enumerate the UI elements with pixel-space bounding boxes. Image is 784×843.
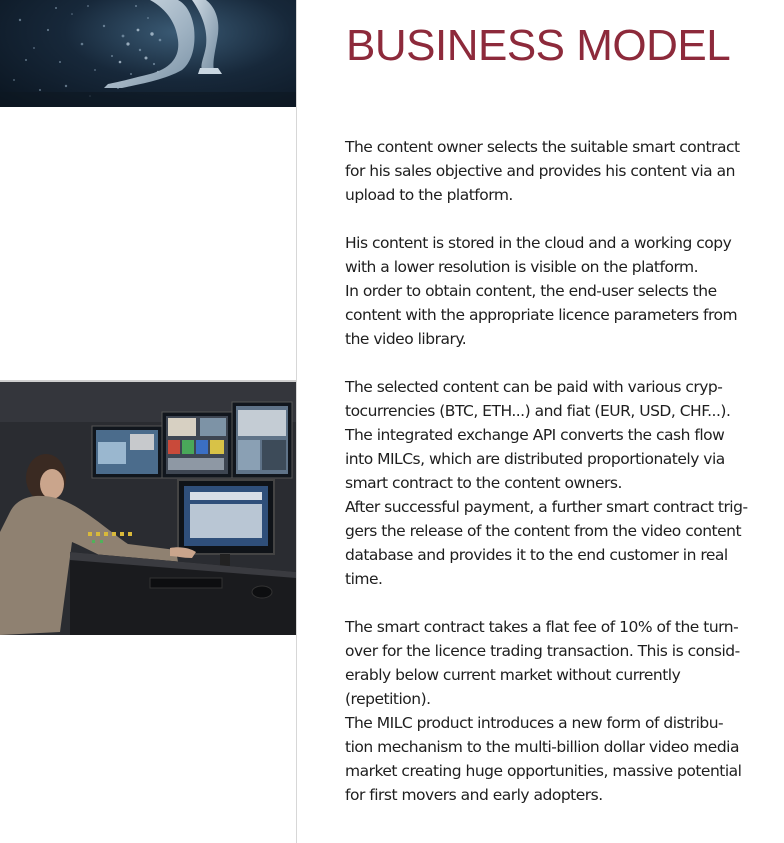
text-line: for his sales objective and provides his content via an <box>345 162 735 180</box>
text-line: gers the release of the content from the video content <box>345 522 742 540</box>
text-line: The integrated exchange API converts the cash flow <box>345 426 725 444</box>
text-line: The smart contract takes a flat fee of 10% of the turn- <box>345 618 739 636</box>
page-title: BUSINESS MODEL <box>346 21 731 70</box>
text-line: After successful payment, a further smart contract trig- <box>345 498 748 516</box>
text-line: smart contract to the content owners. <box>345 474 622 492</box>
text-line: In order to obtain content, the end-user selects the <box>345 282 717 300</box>
text-line: upload to the platform. <box>345 186 513 204</box>
runner-particles-image <box>0 0 296 107</box>
text-line: content with the appropriate licence parameters from <box>345 306 738 324</box>
text-line: time. <box>345 570 383 588</box>
text-line: tocurrencies (BTC, ETH...) and fiat (EUR, USD, CHF...). <box>345 402 731 420</box>
text-line: with a lower resolution is visible on the platform. <box>345 258 699 276</box>
paragraph-fee <box>345 615 755 807</box>
paragraph-upload <box>345 135 755 207</box>
paragraph-storage <box>345 231 755 351</box>
paragraph-payment <box>345 375 755 591</box>
text-line: The selected content can be paid with various cryp- <box>345 378 723 396</box>
broadcast-control-room-image <box>0 380 296 635</box>
text-line: erably below current market without currently <box>345 666 681 684</box>
text-line: into MILCs, which are distributed proportionately via <box>345 450 725 468</box>
text-line: The content owner selects the suitable smart contract <box>345 138 740 156</box>
text-line: (repetition). <box>345 690 431 708</box>
text-line: for first movers and early adopters. <box>345 786 603 804</box>
text-line: the video library. <box>345 330 467 348</box>
text-line: His content is stored in the cloud and a working copy <box>345 234 732 252</box>
text-line: The MILC product introduces a new form of distribu- <box>345 714 724 732</box>
text-line: market creating huge opportunities, massive potential <box>345 762 742 780</box>
text-line: database and provides it to the end customer in real <box>345 546 728 564</box>
text-line: tion mechanism to the multi-billion dollar video media <box>345 738 739 756</box>
body-text <box>345 135 755 831</box>
page-divider-line <box>296 0 297 843</box>
text-line: over for the licence trading transaction. This is consid- <box>345 642 740 660</box>
